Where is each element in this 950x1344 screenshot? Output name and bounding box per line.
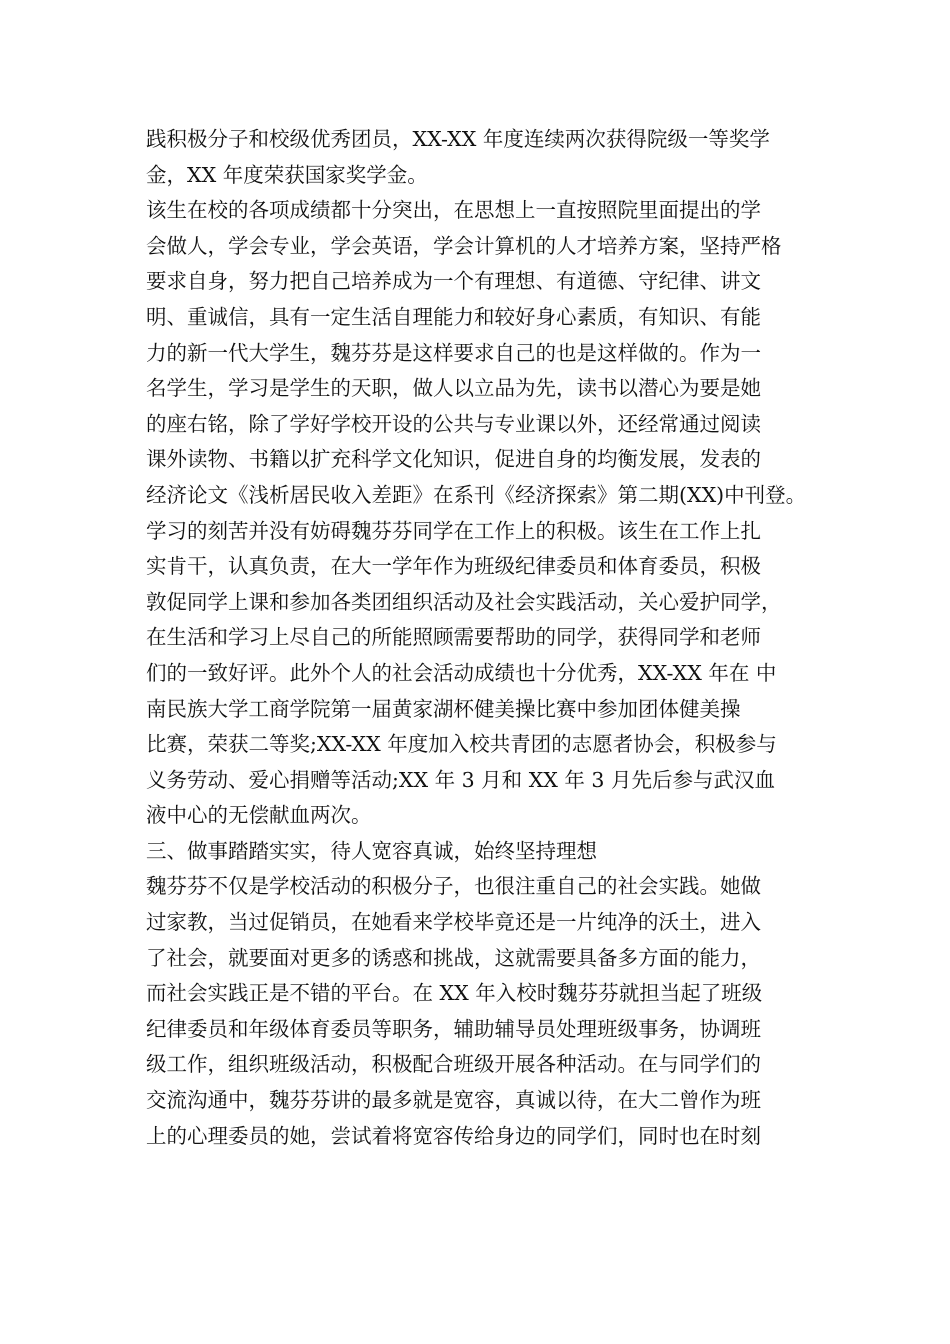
text-line: 液中心的无偿献血两次。: [146, 803, 372, 828]
text-line: 践积极分子和校级优秀团员，XX-XX 年度连续两次获得院级一等奖学: [146, 127, 770, 151]
body-text: [146, 122, 811, 1154]
text-line: 的座右铭，除了学好学校开设的公共与专业课以外，还经常通过阅读: [146, 411, 761, 436]
text-line: 上的心理委员的她，尝试着将宽容传给身边的同学们，同时也在时刻: [146, 1123, 761, 1148]
text-line: 该生在校的各项成绩都十分突出，在思想上一直按照院里面提出的学: [146, 198, 761, 223]
text-line: 而社会实践正是不错的平台。在 XX 年入校时魏芬芬就担当起了班级: [146, 981, 763, 1006]
text-line: 敦促同学上课和参加各类团组织活动及社会实践活动，关心爱护同学，: [146, 589, 782, 614]
text-line: 级工作，组织班级活动，积极配合班级开展各种活动。在与同学们的: [146, 1052, 761, 1077]
text-line: 学习的刻苦并没有妨碍魏芬芬同学在工作上的积极。该生在工作上扎: [146, 518, 761, 543]
text-line: 交流沟通中，魏芬芬讲的最多就是宽容，真诚以待，在大二曾作为班: [146, 1088, 761, 1113]
text-line: 在生活和学习上尽自己的所能照顾需要帮助的同学，获得同学和老师: [146, 625, 761, 650]
text-line: 南民族大学工商学院第一届黄家湖杯健美操比赛中参加团体健美操: [146, 696, 741, 721]
text-line: 过家教，当过促销员，在她看来学校毕竟还是一片纯净的沃土，进入: [146, 910, 761, 935]
text-line: 魏芬芬不仅是学校活动的积极分子，也很注重自己的社会实践。她做: [146, 874, 761, 899]
text-line: 名学生，学习是学生的天职，做人以立品为先，读书以潜心为要是她: [146, 376, 761, 401]
text-line: 力的新一代大学生，魏芬芬是这样要求自己的也是这样做的。作为一: [146, 340, 761, 365]
text-line: 金，XX 年度荣获国家奖学金。: [146, 162, 428, 187]
text-line: 了社会，就要面对更多的诱惑和挑战，这就需要具备多方面的能力，: [146, 945, 761, 970]
text-line: 实肯干，认真负责，在大一学年作为班级纪律委员和体育委员，积极: [146, 554, 761, 579]
text-line: 们的一致好评。此外个人的社会活动成绩也十分优秀，XX-XX 年在 中: [146, 660, 777, 685]
text-line: 比赛，荣获二等奖;XX-XX 年度加入校共青团的志愿者协会，积极参与: [146, 732, 777, 757]
text-line: 义务劳动、爱心捐赠等活动;XX 年 3 月和 XX 年 3 月先后参与武汉血: [146, 767, 775, 792]
text-line: 课外读物、书籍以扩充科学文化知识，促进自身的均衡发展，发表的: [146, 447, 761, 472]
text-line: 会做人，学会专业，学会英语，学会计算机的人才培养方案，坚持严格: [146, 233, 782, 258]
text-line: 纪律委员和年级体育委员等职务，辅助辅导员处理班级事务，协调班: [146, 1016, 761, 1041]
text-line: 要求自身，努力把自己培养成为一个有理想、有道德、守纪律、讲文: [146, 269, 761, 294]
section-heading: 三、做事踏踏实实，待人宽容真诚，始终坚持理想: [146, 838, 597, 863]
text-line: 明、重诚信，具有一定生活自理能力和较好身心素质，有知识、有能: [146, 304, 761, 329]
text-line: 经济论文《浅析居民收入差距》在系刊《经济探索》第二期(XX)中刊登。: [146, 482, 807, 507]
